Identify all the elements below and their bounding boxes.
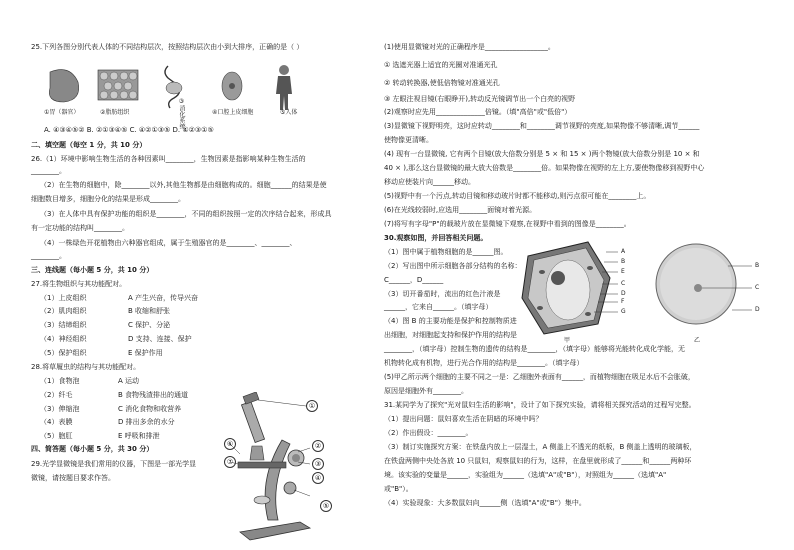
fig-label-5: ⑤人体 (280, 109, 298, 116)
q28-left-3: （3）伸缩泡 (40, 405, 80, 413)
section-3-title: 三、连线题（每小题 5 分，共 10 分） (31, 266, 154, 274)
q31-3d: 或"B"）。 (384, 485, 413, 493)
right-column (384, 0, 794, 550)
r-step-1: ① 选遮光器上适宜的光圈对准通光孔 (384, 61, 498, 69)
q30-4c: ________，（填字母）控制生物的遗传的结构是________，（填字母）能够将光能转化成化学能，无 (384, 345, 685, 353)
q30-4b: 出细胞，对细胞起支持和保护作用的结构是 (384, 331, 517, 339)
q30-5b: 原因是细胞外有________。 (384, 387, 468, 395)
q26-4b: ________。 (31, 252, 66, 260)
q28-left-4: （4）表膜 (40, 418, 73, 426)
scope-label-4: ④ (312, 472, 324, 484)
r-q4: (4) 现有一台显微镜, 它有两个目镜(放大倍数分别是 5 × 和 15 × )两个物镜(放大倍数分别是 10 × 和 (384, 150, 700, 158)
q27-right-1: A 产生兴奋，传导兴奋 (128, 294, 199, 302)
cell-label-e: E (621, 268, 625, 275)
q28-right-3: C 消化食物和收营养 (118, 405, 182, 413)
r-step-2: ② 转动转换器,使低倍物镜对准通光孔 (384, 79, 500, 87)
q28-right-2: B 食物残渣排出的通道 (118, 391, 189, 399)
q29-text: 29.光学显微镜是我们常用的仪器，下图是一部光学显 (31, 460, 197, 468)
q27-left-5: （5）保护组织 (40, 349, 87, 357)
q28-left-5: （5）胞肛 (40, 432, 73, 440)
q27-right-4: D 支持、连接、保护 (128, 335, 192, 343)
q31-3c: 境。该实验的变量是______，实验组为______（选填"A"或"B"），对照组为______（选填"A" (384, 471, 667, 479)
left-column (0, 0, 380, 550)
q30-2: （2）写出图中所示细胞各部分结构的名称： (384, 262, 522, 270)
r-step-3: ③ 左眼注视目镜(右眼睁开),转动反光镜调节出一个白亮的视野 (384, 95, 576, 103)
q30-title: 30.观察如图，并回答相关问题。 (384, 234, 488, 242)
cells-figure (518, 238, 794, 338)
fig-label-3: ③消化系统 (178, 98, 185, 129)
scope-label-7: ⑦ (224, 456, 236, 468)
cell-label-b: B (621, 258, 626, 265)
scope-label-1: ① (306, 400, 318, 412)
r-q3: (3)显微镜下视野明亮，这时应转动________和________调节视野的亮度,如果物像不够清晰,调节______ (384, 122, 700, 130)
cell-label-a: A (621, 248, 626, 255)
r-q7: (7)将写有字母"P"的载玻片放在显微镜下观察,在视野中看到的图像是________。 (384, 220, 631, 228)
q28-left-2: （2）纤毛 (40, 391, 73, 399)
section-4-title: 四、简答题（每小题 5 分，共 30 分） (31, 445, 154, 453)
q25-options: A. ④③④⑤② B. ②①③④⑤ C. ④②①③⑤ D. ④②③①⑤ (44, 126, 214, 134)
q30-1: （1）图中属于植物细胞的是______图。 (384, 248, 508, 256)
q27-left-3: （3）结缔组织 (40, 321, 87, 329)
q26-2: （2）在生物的细胞中，除________以外,其他生物都是由细胞构成的。细胞______的结果是使 (40, 181, 327, 189)
r-q4c: 移动应使装片向______移动。 (384, 178, 475, 186)
q25-text: 25.下列各图分别代表人体的不同结构层次，按照结构层次由小到大排序，正确的是（ ） (31, 43, 304, 51)
q28-right-4: D 排出多余的水分 (118, 418, 175, 426)
q27-left-2: （2）肌肉组织 (40, 307, 87, 315)
q26-4: （4）一株绿色开花植物由六种器官组成，属于生殖器官的是________、________、 (40, 239, 297, 247)
cell-label-f: F (621, 298, 625, 305)
r-q5: (5)视野中有一个污点,转动目镜和移动玻片时都不能移动,则污点很可能在________上。 (384, 192, 651, 200)
stomach-icon (49, 70, 78, 102)
q30-5: (5)甲乙所示两个细胞的主要不同之一是：乙细胞外表面有______，而植物细胞在吸足水后不会胀破， (384, 373, 695, 381)
animal-nucleus (694, 284, 702, 292)
r-q1: (1)使用显微镜对光的正确程序是__________________。 (384, 43, 555, 51)
q31-3: （3）制订实施探究方案：在铁盘内放上一层湿土，A 侧盖上不透光的纸板，B 侧盖上透明的玻璃板， (384, 443, 697, 451)
q30-4d: 机物转化成有机物，进行光合作用的结构是________。（填字母） (384, 359, 584, 367)
q27-left-1: （1）上皮组织 (40, 294, 87, 302)
cell-b-label-d: D (755, 306, 760, 313)
cell-caption-yi: 乙 (694, 337, 701, 344)
q26-2b: 细胞数目增多，细胞分化的结果是形成________。 (31, 195, 185, 203)
q26-1: 26.（1）环境中影响生物生活的各种因素叫________，生物因素是指影响某种生物生活的 (31, 155, 306, 163)
microscope-figure (218, 392, 350, 542)
q30-3: （3）切开番茄时，流出的红色汁液是 (384, 290, 501, 298)
q31-title: 31.某同学为了探究"光对鼠妇生活的影响"，设计了如下探究实验，请将相关探究活动的过程写完整。 (384, 401, 696, 409)
q26-3b: 有一定功能的结构叫________。 (31, 224, 129, 232)
q27-left-4: （4）神经组织 (40, 335, 87, 343)
section-2-title: 二、填空题（每空 1 分，共 10 分） (31, 141, 147, 149)
cell-label-c: C (621, 280, 626, 287)
q30-3b: ______，它来自______。（填字母） (384, 303, 493, 311)
cell-caption-jia: 甲 (564, 337, 571, 344)
q31-4: （4）实验现象：大多数鼠妇向______侧（选填"A"或"B"）集中。 (384, 499, 586, 507)
q31-2: （2）作出假设：________。 (384, 429, 473, 437)
r-q2: (2)观察时应先用______________倍镜。（填"高倍"或"低倍"） (384, 108, 572, 116)
scope-label-6: ⑥ (224, 438, 236, 450)
cell-label-d: D (621, 290, 626, 297)
cell-label-g: G (621, 308, 626, 315)
cell-b-label-b: B (755, 262, 760, 269)
q30-2b: C______，D______ (384, 276, 444, 284)
q27-right-3: C 保护、分泌 (128, 321, 171, 329)
plant-nucleus (551, 271, 565, 285)
scope-label-2: ② (312, 440, 324, 452)
q29-text-b: 微镜，请按题目要求作答。 (31, 474, 115, 482)
fig-label-2: ②脂肪组织 (100, 109, 130, 116)
fig-label-4: ④口腔上皮细胞 (212, 109, 254, 116)
q30-4: （4）图 B 的主要功能是保护和控制物质进 (384, 317, 517, 325)
q31-1: （1）提出问题：鼠妇喜欢生活在阴暗的环境中吗？ (384, 415, 543, 423)
fig-label-1: ①胃（器官） (44, 109, 80, 116)
scope-label-5: ⑤ (320, 500, 332, 512)
q28-title: 28.将草履虫的结构与其功能配对。 (31, 363, 141, 371)
r-q4b: 40 × ),那么这台显微镜的最大放大倍数是________倍。如果物像在视野的左上方,要使物像移到视野中心 (384, 164, 705, 172)
q28-left-1: （1）食物泡 (40, 377, 80, 385)
q27-title: 27.将生物组织与其功能配对。 (31, 280, 127, 288)
q26-1b: ________。 (31, 167, 66, 175)
cell-b-label-c: C (755, 284, 760, 291)
q27-right-5: E 保护作用 (128, 349, 163, 357)
scope-label-3: ③ (312, 458, 324, 470)
q28-right-1: A 运动 (118, 377, 140, 385)
q28-right-5: E 呼吸和排泄 (118, 432, 160, 440)
human-body-icon (276, 65, 292, 110)
q27-right-2: B 收缩和舒张 (128, 307, 171, 315)
q31-3b: 在铁盘两侧中央处各放 10 只鼠妇，观察鼠妇的行为，这样，在盘里就形成了______和______两种环 (384, 457, 692, 465)
r-q6: (6)在光线较弱时,应选用________面镜对着光源。 (384, 206, 537, 214)
r-q3b: 使物像更清晰。 (384, 136, 433, 144)
q26-3: （3）在人体中具有保护功能的组织是________，不同的组织按照一定的次序结合起来，形成具 (40, 210, 332, 218)
